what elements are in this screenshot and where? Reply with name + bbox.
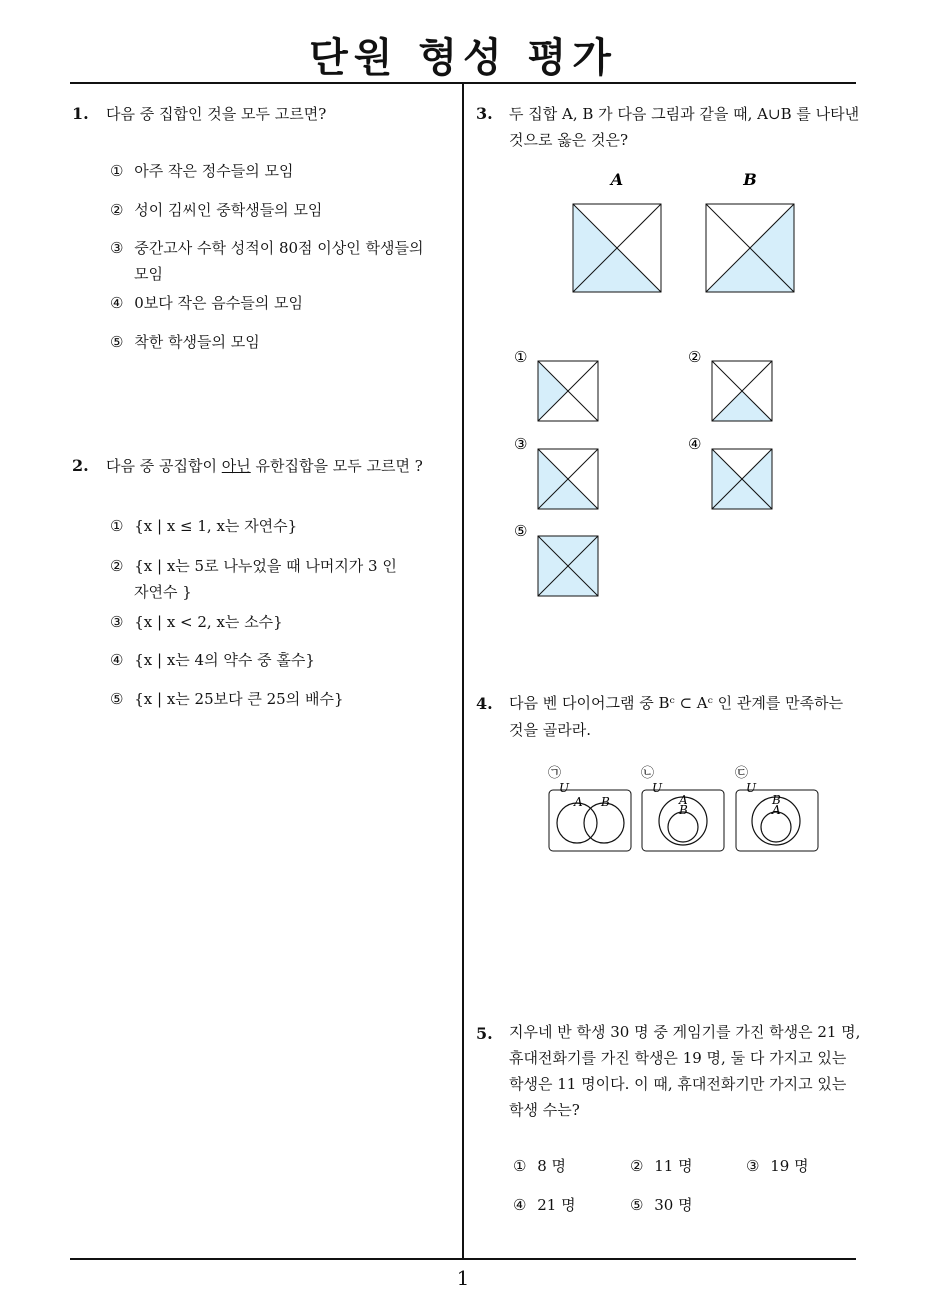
option-mark: ②: [110, 201, 124, 219]
option-text: 21 명: [537, 1196, 576, 1214]
question-1-text: 다음 중 집합인 것을 모두 고르면?: [106, 105, 327, 123]
q3-option-3-mark[interactable]: ③: [514, 435, 528, 453]
q5-option-4[interactable]: [513, 1192, 576, 1218]
option-mark: ④: [110, 651, 124, 669]
question-5-line-2: 휴대전화기를 가진 학생은 19 명, 둘 다 가지고 있는: [509, 1049, 847, 1067]
option-mark: ④: [513, 1196, 527, 1214]
question-4-number: 4.: [476, 694, 493, 713]
option-mark: ①: [110, 517, 124, 535]
q1-option-3[interactable]: [110, 235, 424, 261]
q4-diagram-3-mark[interactable]: ㉢: [735, 766, 749, 781]
question-5-number: 5.: [476, 1024, 493, 1043]
q1-option-2[interactable]: [110, 197, 322, 223]
q3-option-1-figure[interactable]: [538, 361, 598, 421]
q2-option-2-cont: 자연수 }: [134, 583, 192, 601]
q3-option-4-figure[interactable]: [712, 449, 772, 509]
q2-option-2[interactable]: [110, 553, 397, 579]
bottom-rule: [70, 1258, 856, 1260]
option-text: {x | x는 5로 나누었을 때 나머지가 3 인: [134, 557, 397, 575]
q5-option-5[interactable]: [630, 1192, 693, 1218]
universe-label: U: [746, 781, 757, 795]
set-a-label: A: [574, 795, 583, 809]
page-title: 단원 형성 평가: [309, 35, 617, 81]
q3-option-4-mark[interactable]: ④: [688, 435, 702, 453]
q4-diagram-2-mark[interactable]: ㉡: [641, 766, 655, 781]
q3-option-2-figure[interactable]: [712, 361, 772, 421]
set-b-label: B: [679, 803, 688, 817]
option-mark: ②: [110, 557, 124, 575]
option-text: {x | x ≤ 1, x는 자연수}: [134, 517, 298, 535]
option-mark: ⑤: [110, 333, 124, 351]
option-text: 11 명: [654, 1157, 693, 1175]
q3-figure: [500, 165, 840, 615]
option-text: {x | x는 25보다 큰 25의 배수}: [134, 690, 344, 708]
question-4-line-1: 다음 벤 다이어그램 중 Bᶜ ⊂ Aᶜ 인 관계를 만족하는: [509, 694, 844, 712]
q3-option-5-mark[interactable]: ⑤: [514, 522, 528, 540]
option-mark: ⑤: [630, 1196, 644, 1214]
q2-option-1[interactable]: [110, 513, 297, 539]
question-3-line-1: 두 집합 A, B 가 다음 그림과 같을 때, A∪B 를 나타낸: [509, 105, 860, 123]
question-2-text: [106, 453, 423, 479]
q5-option-3[interactable]: [746, 1153, 809, 1179]
question-4-line-2: 것을 골라라.: [509, 721, 591, 739]
q4-venn-diagrams: [540, 760, 830, 860]
q1-option-1[interactable]: [110, 158, 293, 184]
q3-option-1-mark[interactable]: ①: [514, 348, 528, 366]
q2-underlined-word: 아닌: [221, 457, 251, 475]
set-a-label: A: [772, 803, 781, 817]
option-mark: ③: [746, 1157, 760, 1175]
option-text: 8 명: [537, 1157, 567, 1175]
set-a-label: A: [610, 170, 624, 189]
set-b-label: B: [743, 170, 757, 189]
option-mark: ①: [513, 1157, 527, 1175]
set-b-label: B: [772, 793, 781, 807]
q4-diagram-1[interactable]: [549, 781, 631, 851]
q5-option-1[interactable]: [513, 1153, 566, 1179]
option-text: {x | x는 4의 약수 중 홀수}: [134, 651, 315, 669]
option-text: 0보다 작은 음수들의 모임: [134, 294, 303, 312]
q2-text-part: 다음 중 공집합이: [106, 457, 222, 475]
q1-option-4[interactable]: [110, 290, 303, 316]
universe-label: U: [559, 781, 570, 795]
q2-option-4[interactable]: [110, 647, 315, 673]
option-text: {x | x < 2, x는 소수}: [134, 613, 283, 631]
option-text: 30 명: [654, 1196, 693, 1214]
option-text: 중간고사 수학 성적이 80점 이상인 학생들의: [134, 239, 424, 257]
option-text: 19 명: [770, 1157, 809, 1175]
q1-option-5[interactable]: [110, 329, 260, 355]
universe-label: U: [652, 781, 663, 795]
page-number: 1: [456, 1266, 470, 1290]
q4-diagram-2[interactable]: [642, 781, 724, 851]
option-mark: ⑤: [110, 690, 124, 708]
question-5-line-4: 학생 수는?: [509, 1101, 580, 1119]
question-3-line-2: 것으로 옳은 것은?: [509, 131, 629, 149]
q2-option-5[interactable]: [110, 686, 344, 712]
option-text: 아주 작은 정수들의 모임: [134, 162, 294, 180]
option-mark: ①: [110, 162, 124, 180]
q3-option-2-mark[interactable]: ②: [688, 348, 702, 366]
question-3-number: 3.: [476, 104, 493, 123]
option-mark: ③: [110, 613, 124, 631]
option-mark: ④: [110, 294, 124, 312]
set-b-square: [706, 204, 794, 292]
q4-diagram-1-mark[interactable]: ㉠: [548, 766, 562, 781]
q1-option-3-cont: 모임: [134, 265, 163, 283]
set-a-square: [573, 204, 661, 292]
question-5-line-3: 학생은 11 명이다. 이 때, 휴대전화기만 가지고 있는: [509, 1075, 847, 1093]
option-text: 착한 학생들의 모임: [134, 333, 260, 351]
option-text: 성이 김씨인 중학생들의 모임: [134, 201, 323, 219]
set-b-label: B: [601, 795, 610, 809]
q4-diagram-3[interactable]: [736, 781, 818, 851]
q5-option-2[interactable]: [630, 1153, 693, 1179]
option-mark: ③: [110, 239, 124, 257]
column-divider: [462, 83, 464, 1259]
question-5-line-1: 지우네 반 학생 30 명 중 게임기를 가진 학생은 21 명,: [509, 1023, 861, 1041]
q3-option-5-figure[interactable]: [538, 536, 598, 596]
q2-option-3[interactable]: [110, 609, 283, 635]
set-a-label: A: [679, 793, 688, 807]
question-1-number: 1.: [72, 104, 89, 123]
q2-text-part: 유한집합을 모두 고르면 ?: [250, 457, 423, 475]
question-2-number: 2.: [72, 456, 89, 475]
option-mark: ②: [630, 1157, 644, 1175]
q3-option-3-figure[interactable]: [538, 449, 598, 509]
